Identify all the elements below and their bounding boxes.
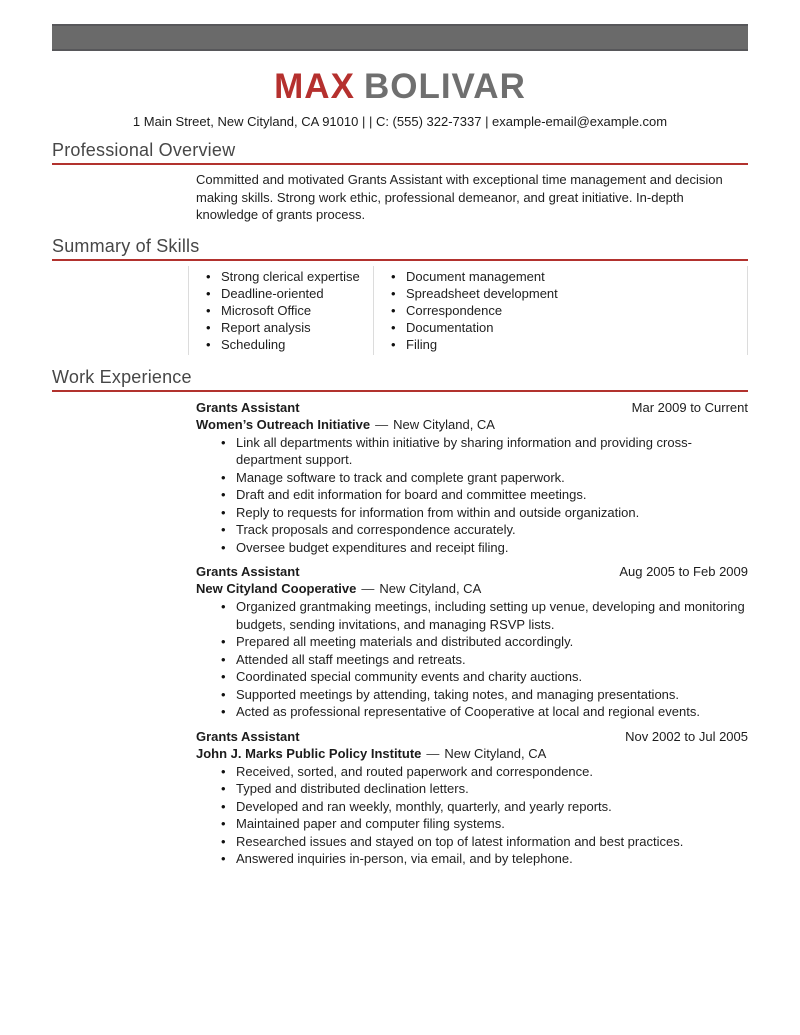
job-company: John J. Marks Public Policy Institute bbox=[196, 745, 422, 761]
bullet-item: • Oversee budget expenditures and receipt filing. bbox=[236, 539, 748, 557]
professional-overview-text: Committed and motivated Grants Assistant with exceptional time management and decision making skills. Strong work ethic, professional demeanor, and great initiative. In-depth knowledge of grants process. bbox=[196, 172, 723, 222]
candidate-first-name: MAX bbox=[274, 67, 355, 106]
contact-line: 1 Main Street, New Cityland, CA 91010 | | C: (555) 322-7337 | example-email@example.com bbox=[132, 114, 668, 129]
bullet-item: • Organized grantmaking meetings, including setting up venue, developing and monitoring budgets, sending invitations, and managing RSVP lists. bbox=[236, 598, 748, 633]
job-bullet-list bbox=[196, 598, 748, 721]
job-dates: Aug 2005 to Feb 2009 bbox=[619, 564, 748, 579]
candidate-last-name: BOLIVAR bbox=[363, 67, 526, 106]
job-title: Grants Assistant bbox=[196, 728, 300, 744]
bullet-item: • Strong clerical expertise bbox=[221, 268, 373, 285]
bullet-item: • Supported meetings by attending, taking notes, and managing presentations. bbox=[236, 686, 748, 704]
job-location: New Cityland, CA bbox=[379, 581, 482, 596]
bullet-item: • Document management bbox=[406, 268, 747, 285]
job-dates: Mar 2009 to Current bbox=[631, 399, 748, 415]
job-entry-2 bbox=[196, 563, 748, 721]
bullet-item: • Scheduling bbox=[221, 336, 373, 353]
job-title: Grants Assistant bbox=[196, 399, 300, 415]
bullet-item: • Answered inquiries in-person, via email, and by telephone. bbox=[236, 850, 748, 868]
job-head bbox=[196, 399, 748, 416]
bullet-item: • Typed and distributed declination letters. bbox=[236, 780, 748, 798]
job-head bbox=[196, 563, 748, 580]
job-company: New Cityland Cooperative bbox=[196, 581, 357, 596]
job-subhead bbox=[196, 416, 748, 433]
bullet-item: • Developed and ran weekly, monthly, quarterly, and yearly reports. bbox=[236, 798, 748, 816]
bullet-item: • Reply to requests for information from within and outside organization. bbox=[236, 504, 748, 522]
bullet-item: • Attended all staff meetings and retreats. bbox=[236, 651, 748, 669]
bullet-item: • Deadline-oriented bbox=[221, 285, 373, 302]
bullet-item: • Draft and edit information for board and committee meetings. bbox=[236, 486, 748, 504]
bullet-item: • Spreadsheet development bbox=[406, 285, 747, 302]
bullet-item: • Link all departments within initiative by sharing information and providing cross-department support. bbox=[236, 434, 748, 469]
company-location-separator: — bbox=[361, 581, 375, 596]
bullet-item: • Received, sorted, and routed paperwork and correspondence. bbox=[236, 763, 748, 781]
job-bullet-list bbox=[196, 434, 748, 557]
candidate-name bbox=[0, 67, 800, 107]
job-company: Women’s Outreach Initiative bbox=[196, 416, 371, 432]
bullet-item: • Maintained paper and computer filing systems. bbox=[236, 815, 748, 833]
skills-column-2 bbox=[374, 266, 747, 355]
section-title-work-experience: Work Experience bbox=[52, 367, 748, 392]
bullet-item: • Correspondence bbox=[406, 302, 747, 319]
job-entry-1 bbox=[196, 399, 748, 557]
bullet-item: • Prepared all meeting materials and distributed accordingly. bbox=[236, 633, 748, 651]
bullet-item: • Researched issues and stayed on top of latest information and best practices. bbox=[236, 833, 748, 851]
skills-column-1 bbox=[189, 266, 374, 355]
header-accent-bar bbox=[52, 24, 748, 51]
company-location-separator: — bbox=[426, 745, 440, 761]
section-title-summary-of-skills: Summary of Skills bbox=[52, 236, 748, 261]
bullet-item: • Filing bbox=[406, 336, 747, 353]
job-title: Grants Assistant bbox=[196, 564, 300, 579]
company-location-separator: — bbox=[375, 416, 389, 432]
job-dates: Nov 2002 to Jul 2005 bbox=[625, 728, 748, 744]
job-subhead bbox=[196, 745, 748, 762]
job-location: New Cityland, CA bbox=[393, 416, 495, 432]
job-entry-3 bbox=[196, 728, 748, 868]
bullet-item: • Acted as professional representative of Cooperative at local and regional events. bbox=[236, 703, 748, 721]
job-subhead bbox=[196, 580, 748, 597]
skills-table bbox=[188, 266, 748, 355]
bullet-item: • Coordinated special community events and charity auctions. bbox=[236, 668, 748, 686]
bullet-item: • Track proposals and correspondence accurately. bbox=[236, 521, 748, 539]
job-location: New Cityland, CA bbox=[444, 745, 547, 761]
job-head bbox=[196, 728, 748, 745]
bullet-item: • Report analysis bbox=[221, 319, 373, 336]
bullet-item: • Microsoft Office bbox=[221, 302, 373, 319]
section-title-professional-overview: Professional Overview bbox=[52, 140, 748, 165]
skills-list-1 bbox=[189, 268, 373, 353]
job-bullet-list bbox=[196, 763, 748, 868]
bullet-item: • Manage software to track and complete grant paperwork. bbox=[236, 469, 748, 487]
skills-list-2 bbox=[374, 268, 747, 353]
bullet-item: • Documentation bbox=[406, 319, 747, 336]
